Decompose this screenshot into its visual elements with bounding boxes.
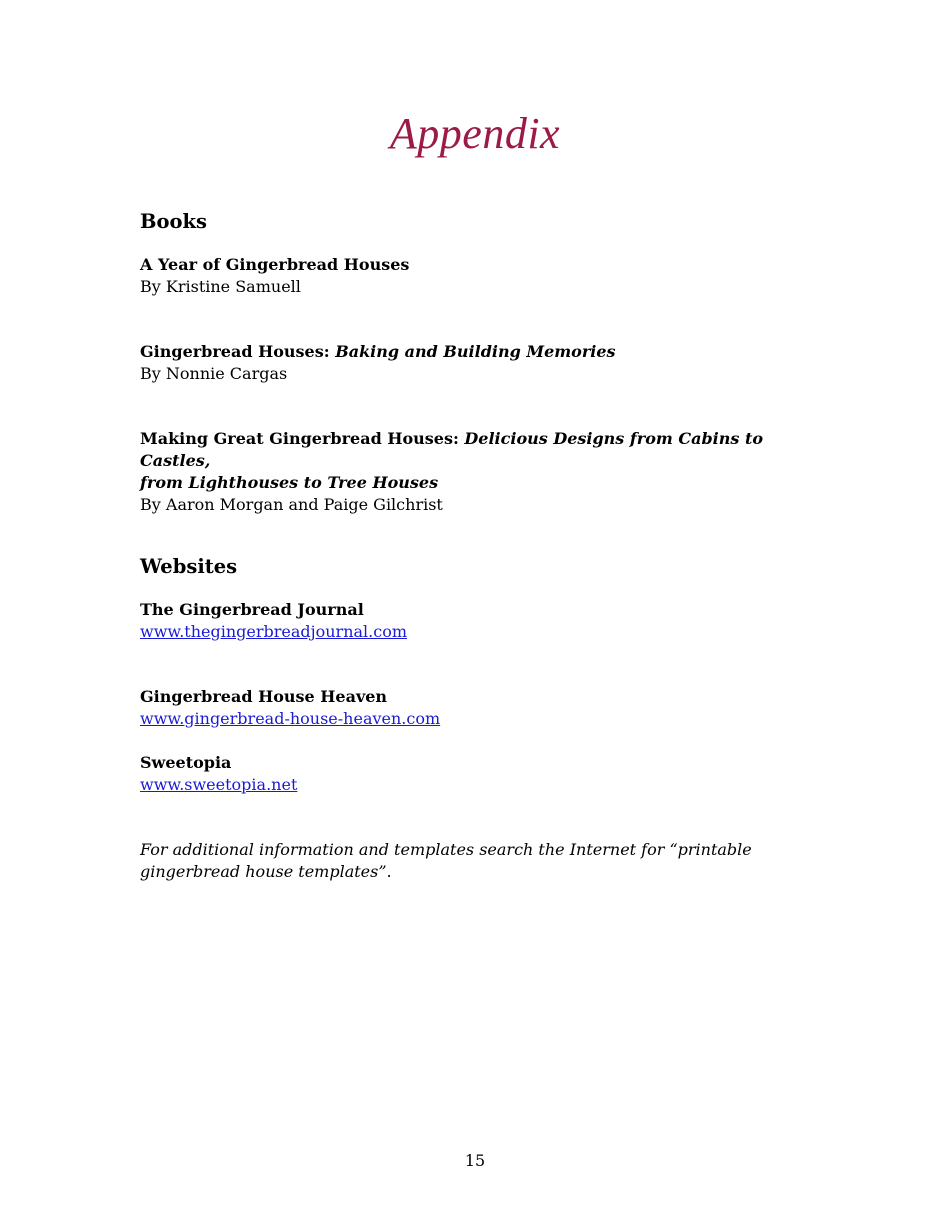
book-entry-3 [140,428,820,516]
book-entry-2 [140,341,820,385]
book-title: A Year of Gingerbread Houses [140,255,410,274]
book-title: Gingerbread Houses: Baking and Building Memories [140,342,616,361]
book-author: By Kristine Samuell [140,277,301,296]
book-author: By Nonnie Cargas [140,364,288,383]
website-link[interactable]: www.gingerbread-house-heaven.com [140,709,441,728]
website-link[interactable]: www.thegingerbreadjournal.com [140,622,407,641]
website-link[interactable]: www.sweetopia.net [140,775,298,794]
appendix-content [140,208,820,883]
page-number: 15 [464,1151,486,1170]
website-entry-3 [140,752,820,796]
website-entry-1 [140,599,820,643]
website-name: Sweetopia [140,753,232,772]
book-title: Making Great Gingerbread Houses: Delicious Designs from Cabins to Castles, [140,429,763,470]
book-subtitle: Delicious Designs from Cabins to Castles, [140,429,763,470]
book-author: By Aaron Morgan and Paige Gilchrist [140,495,443,514]
website-entry-2 [140,686,820,730]
page-title: Appendix [389,109,561,158]
book-entry-1 [140,254,820,298]
book-subtitle: Baking and Building Memories [335,342,616,361]
additional-info-note: For additional information and templates search the Internet for “printable gingerbread house templates”. [140,840,752,881]
website-name: Gingerbread House Heaven [140,687,388,706]
website-name: The Gingerbread Journal [140,600,364,619]
book-subtitle-continued: from Lighthouses to Tree Houses [140,473,439,492]
websites-heading: Websites [140,555,238,578]
books-heading: Books [140,210,207,233]
